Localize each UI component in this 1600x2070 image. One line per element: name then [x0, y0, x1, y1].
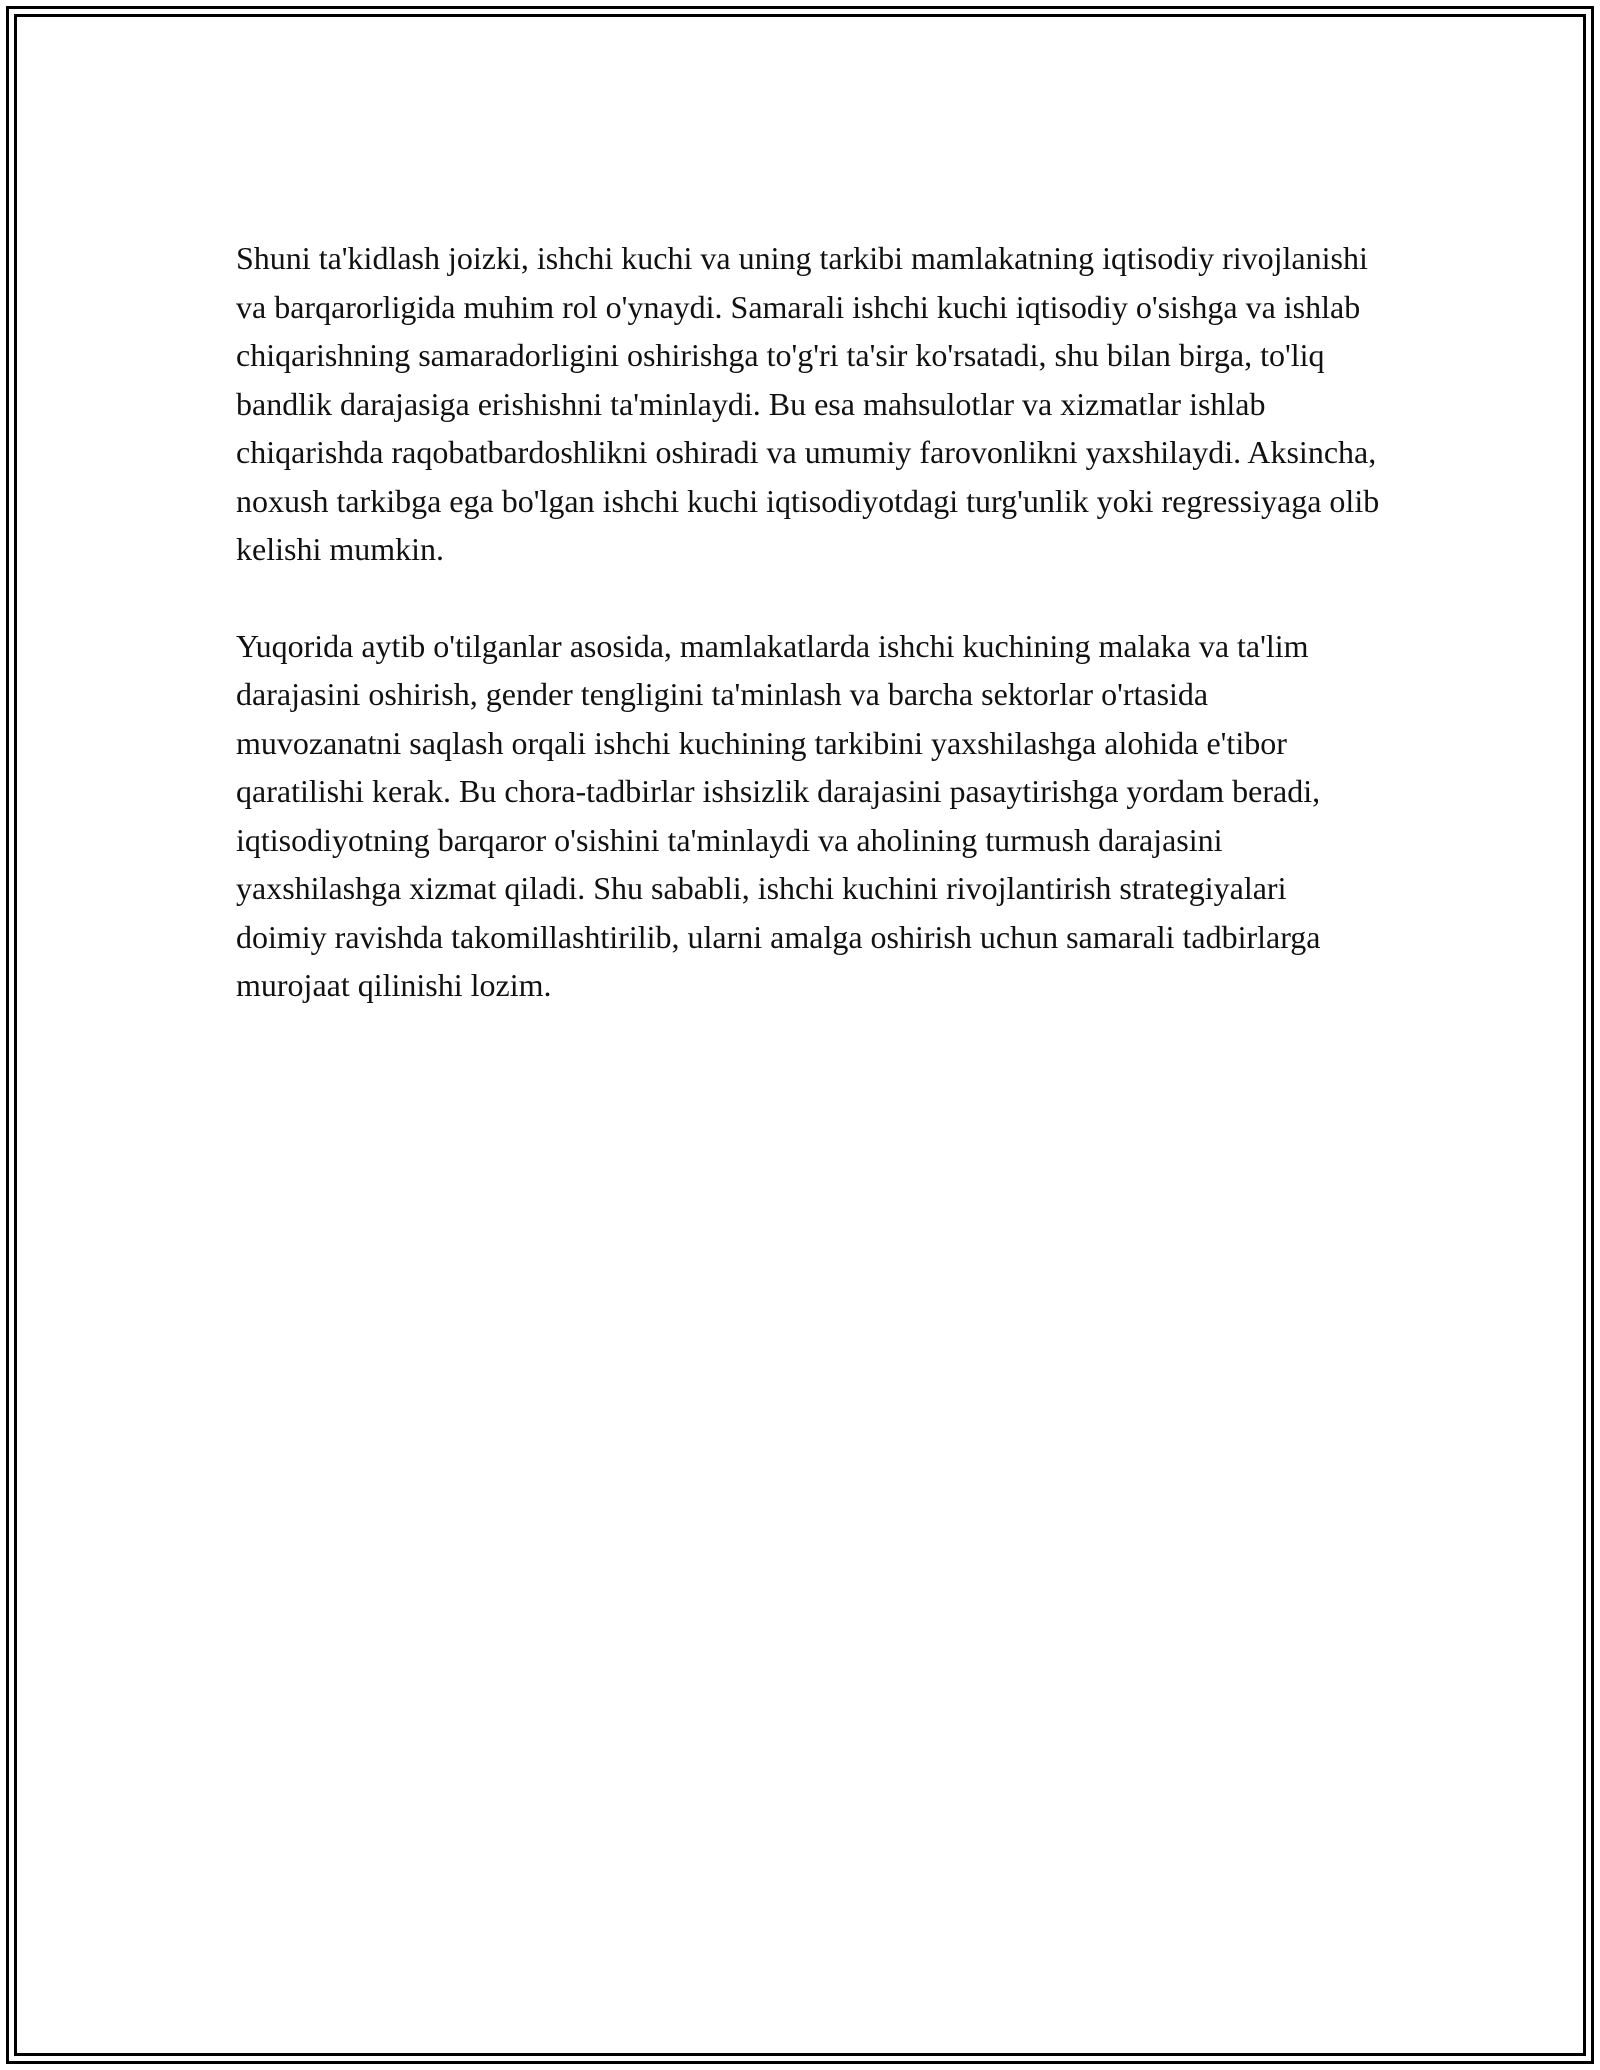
paragraph-1: Shuni ta'kidlash joizki, ishchi kuchi va uning tarkibi mamlakatning iqtisodiy rivojlanishi va barqarorligida muhim rol o'ynaydi. Samarali ishchi kuchi iqtisodiy o'sishga va ishlab chiqarishning samaradorligini oshirishga to'g'ri ta'sir ko'rsatadi, shu bilan birga, to'liq bandlik darajasiga erishishni ta'minlaydi. Bu esa mahsulotlar va xizmatlar ishlab chiqarishda raqobatbardoshlikni oshiradi va umumiy farovonlikni yaxshilaydi. Aksincha, noxush tarkibga ega bo'lgan ishchi kuchi iqtisodiyotdagi turg'unlik yoki regressiyaga olib kelishi mumkin. — [236, 240, 1380, 567]
document-body — [236, 234, 1381, 1058]
paragraph-2: Yuqorida aytib o'tilganlar asosida, mamlakatlarda ishchi kuchining malaka va ta'lim darajasini oshirish, gender tengligini ta'minlash va barcha sektorlar o'rtasida muvozanatni saqlash orqali ishchi kuchining tarkibini yaxshilashga alohida e'tibor qaratilishi kerak. Bu chora-tadbirlar ishsizlik darajasini pasaytirishga yordam beradi, iqtisodiyotning barqaror o'sishini ta'minlaydi va aholining turmush darajasini yaxshilashga xizmat qiladi. Shu sababli, ishchi kuchini rivojlantirish strategiyalari doimiy ravishda takomillashtirilib, ularni amalga oshirish uchun samarali tadbirlarga murojaat qilinishi lozim. — [236, 627, 1321, 1003]
